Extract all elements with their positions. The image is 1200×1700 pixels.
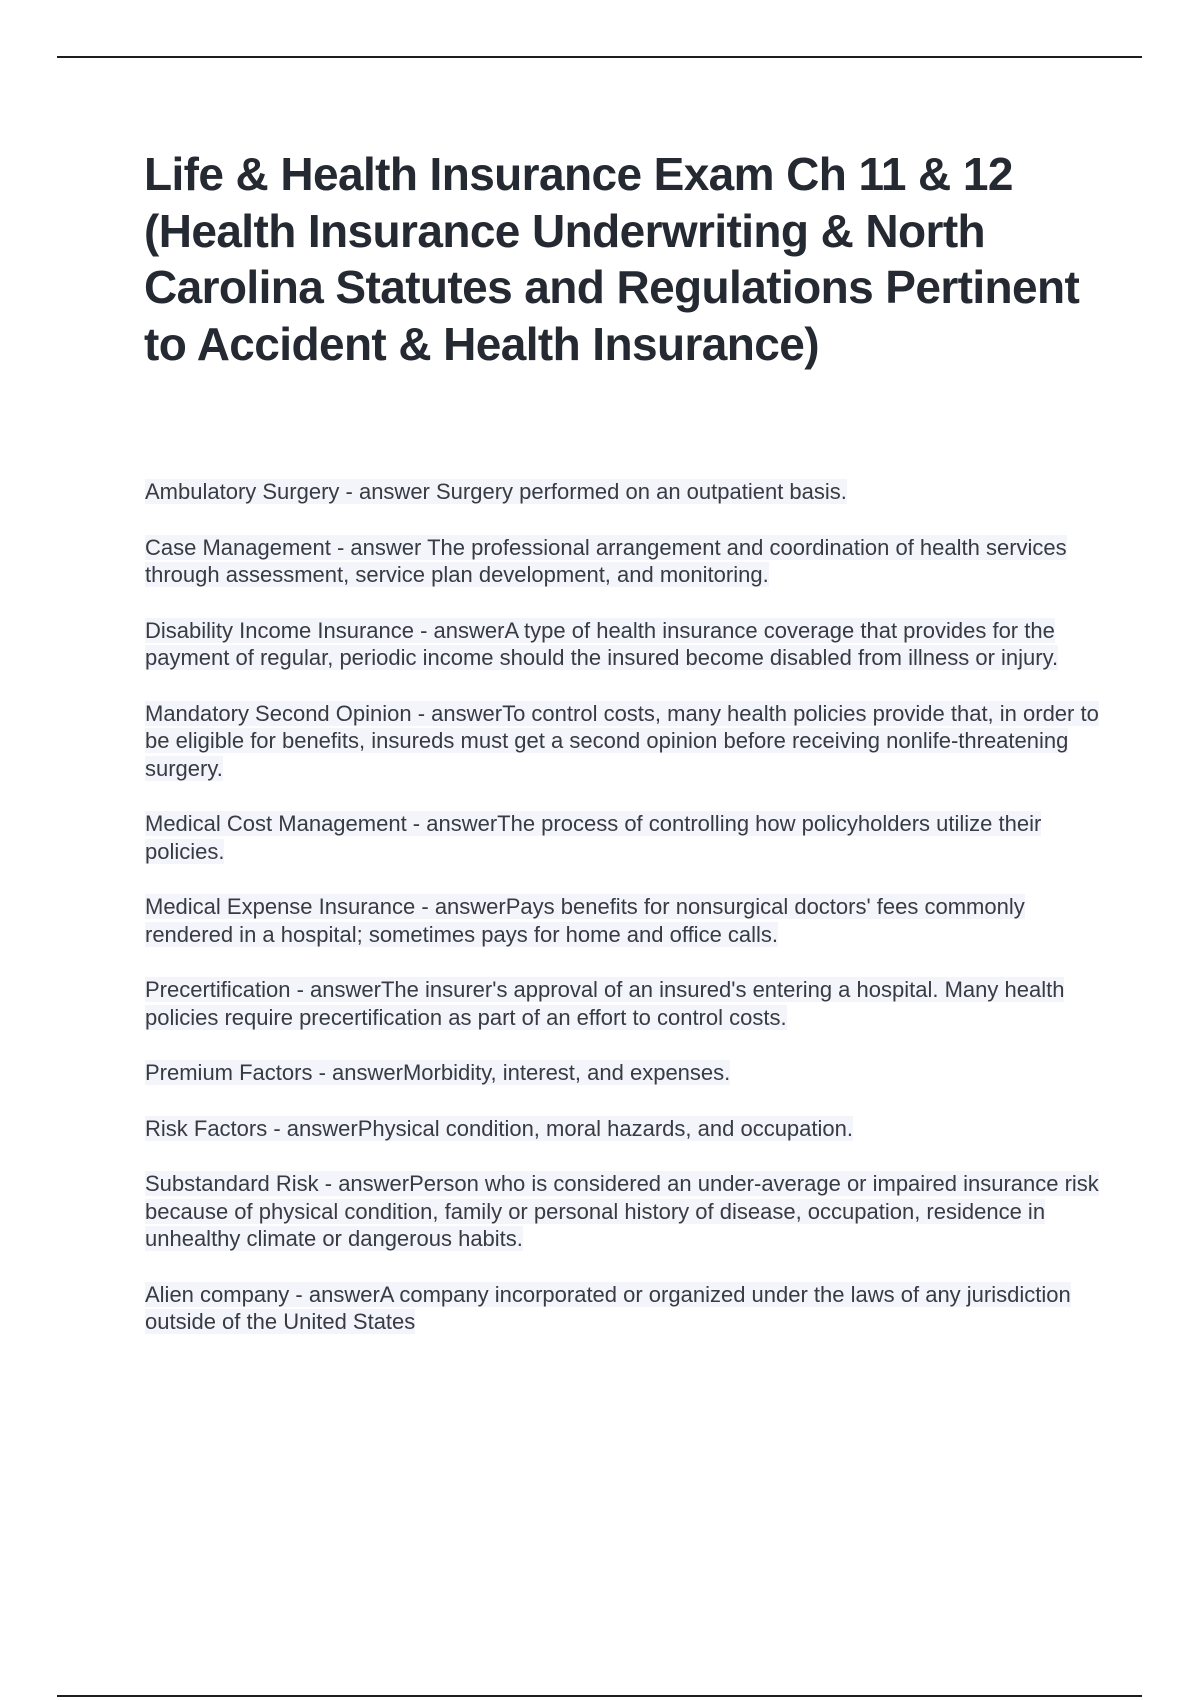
qa-entry-text: Ambulatory Surgery - answer Surgery performed on an outpatient basis. [145,479,847,504]
qa-entry [145,976,1100,1031]
qa-entry [145,534,1100,589]
qa-entry-text: Case Management - answer The professional arrangement and coordination of health services through assessment, service plan development, and monitoring. [145,534,1067,587]
qa-entry [145,893,1100,948]
qa-entry [145,1170,1100,1253]
qa-entry-text: Disability Income Insurance - answerA type of health insurance coverage that provides for the payment of regular, periodic income should the insured become disabled from illness or injury. [145,617,1059,670]
qa-entry-text: Medical Cost Management - answerThe process of controlling how policyholders utilize their policies. [145,811,1042,864]
qa-entry-text: Precertification - answerThe insurer's approval of an insured's entering a hospital. Many health policies require precertification as part of an effort to control costs. [145,977,1065,1030]
header-rule [57,56,1142,58]
qa-entry-text: Mandatory Second Opinion - answerTo control costs, many health policies provide that, in order to be eligible for benefits, insureds must get a second opinion before receiving nonlife-threatening surgery. [145,700,1099,781]
qa-entry [145,1059,1100,1087]
qa-list [145,478,1100,1364]
qa-entry [145,1115,1100,1143]
qa-entry-text: Risk Factors - answerPhysical condition, moral hazards, and occupation. [145,1115,853,1141]
qa-entry-text: Premium Factors - answerMorbidity, interest, and expenses. [145,1060,731,1085]
qa-entry-text: Medical Expense Insurance - answerPays benefits for nonsurgical doctors' fees commonly rendered in a hospital; sometimes pays for home and office calls. [145,894,1025,947]
document-title: Life & Health Insurance Exam Ch 11 & 12 (Health Insurance Underwriting & North Carolina Statutes and Regulations Pertinent to Accident & Health Insurance) [144,148,1080,370]
qa-entry [145,1281,1100,1336]
qa-entry-text: Alien company - answerA company incorporated or organized under the laws of any jurisdiction outside of the United States [145,1281,1071,1334]
qa-entry [145,700,1100,783]
qa-entry [145,478,1100,506]
qa-entry [145,810,1100,865]
qa-entry-text: Substandard Risk - answerPerson who is considered an under-average or impaired insurance risk because of physical condition, family or personal history of disease, occupation, residence in unhealthy climate or dangerous habits. [145,1171,1099,1251]
qa-entry [145,617,1100,672]
footer-rule [57,1695,1142,1697]
